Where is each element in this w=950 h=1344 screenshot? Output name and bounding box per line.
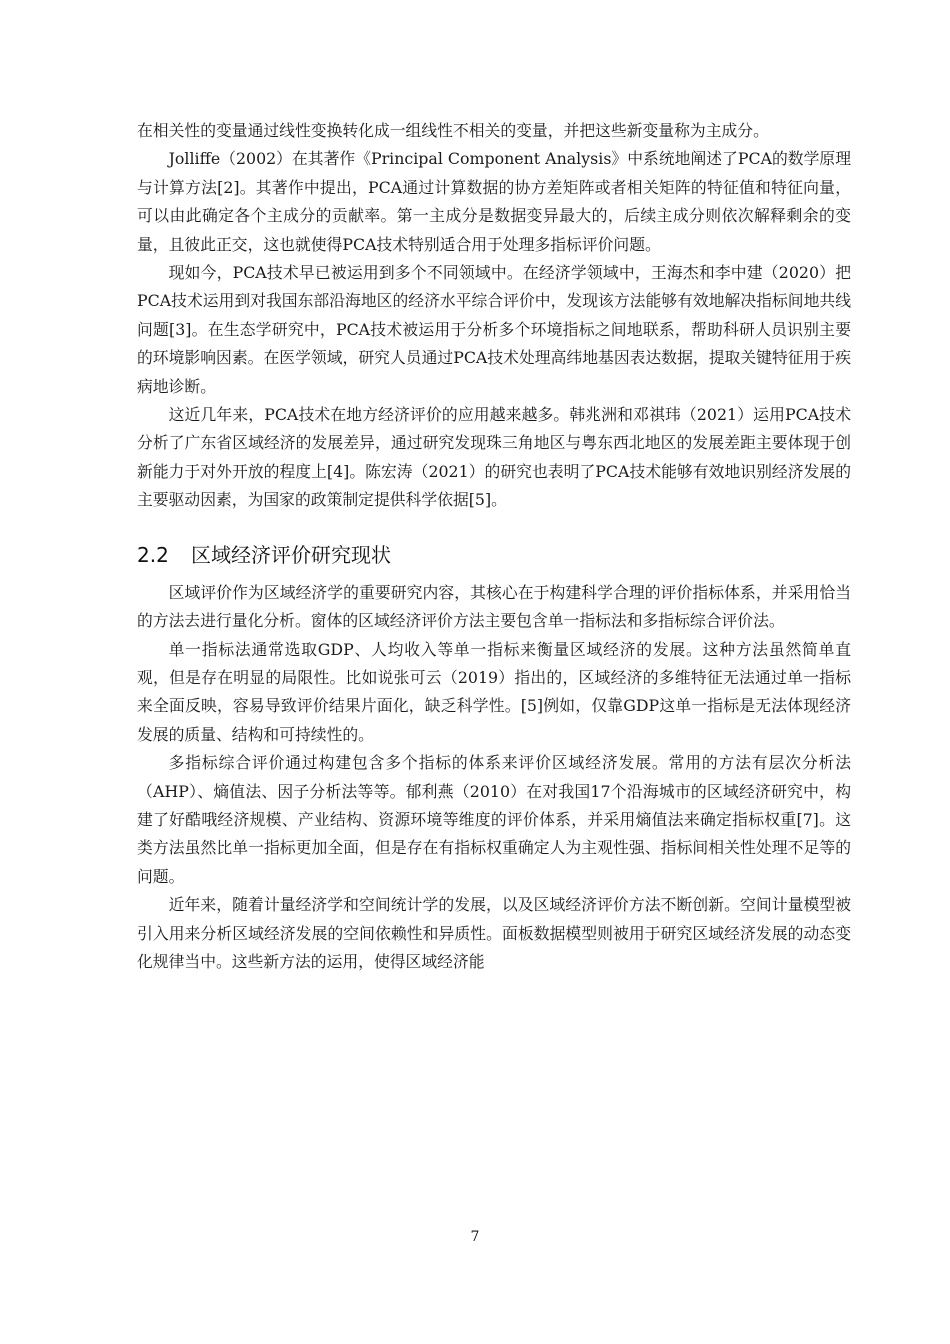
paragraph-recent-methods: 近年来，随着计量经济学和空间统计学的发展，以及区域经济评价方法不断创新。空间计量模型被引入用来分析区域经济发展的空间依赖性和异质性。面板数据模型则被用于研究区域经济发展的动态变化规律当中。这些新方法的运用，使得区域经济能: [137, 895, 851, 971]
paragraph-pca-applications: 现如今，PCA技术早已被运用到多个不同领域中。在经济学领域中，王海杰和李中建（2020）把PCA技术运用到对我国东部沿海地区的经济水平综合评价中，发现该方法能够有效地解决指标间地共线问题[3]。在生态学研究中，PCA技术被运用于分析多个环境指标之间地联系，帮助科研人员识别主要的环境影响因素。在医学领域，研究人员通过PCA技术处理高纬地基因表达数据，提取关键特征用于疾病地诊断。: [137, 263, 851, 396]
paragraph-regional-evaluation: 区域评价作为区域经济学的重要研究内容，其核心在于构建科学合理的评价指标体系，并采用恰当的方法去进行量化分析。窗体的区域经济评价方法主要包含单一指标法和多指标综合评价法。: [137, 582, 851, 631]
paragraph-jolliffe: Jolliffe（2002）在其著作《Principal Component Analysis》中系统地阐述了PCA的数学原理与计算方法[2]。其著作中提出，PCA通过计算数据的协方差矩阵或者相关矩阵的特征值和特征向量，可以由此确定各个主成分的贡献率。第一主成分是数据变异最大的，后续主成分则依次解释剩余的变量，且彼此正交，这也就使得PCA技术特别适合用于处理多指标评价问题。: [137, 149, 851, 254]
section-number: 2.2: [137, 542, 169, 567]
document-page: [137, 117, 851, 976]
section-heading: [137, 535, 851, 575]
paragraph-continued: 在相关性的变量通过线性变换转化成一组线性不相关的变量，并把这些新变量称为主成分。: [137, 121, 769, 140]
page-number: 7: [470, 1229, 480, 1245]
paragraph-single-indicator: 单一指标法通常选取GDP、人均收入等单一指标来衡量区域经济的发展。这种方法虽然简单直观，但是存在明显的局限性。比如说张可云（2019）指出的，区域经济的多维特征无法通过单一指标来全面反映，容易导致评价结果片面化，缺乏科学性。[5]例如，仅靠GDP这单一指标是无法体现经济发展的质量、结构和可持续性的。: [137, 639, 851, 744]
paragraph-regional-pca: 这近几年来，PCA技术在地方经济评价的应用越来越多。韩兆洲和邓祺玮（2021）运用PCA技术分析了广东省区域经济的发展差异，通过研究发现珠三角地区与粤东西北地区的发展差距主要体现于创新能力于对外开放的程度上[4]。陈宏涛（2021）的研究也表明了PCA技术能够有效地识别经济发展的主要驱动因素，为国家的政策制定提供科学依据[5]。: [137, 405, 851, 510]
section-title: 区域经济评价研究现状: [191, 542, 391, 567]
paragraph-multi-indicator: 多指标综合评价通过构建包含多个指标的体系来评价区域经济发展。常用的方法有层次分析法（AHP）、熵值法、因子分析法等等。郁利燕（2010）在对我国17个沿海城市的区域经济研究中，构建了好酷哦经济规模、产业结构、资源环境等维度的评价体系，并采用熵值法来确定指标权重[7]。这类方法虽然比单一指标更加全面，但是存在有指标权重确定人为主观性强、指标间相关性处理不足等的问题。: [137, 753, 851, 886]
